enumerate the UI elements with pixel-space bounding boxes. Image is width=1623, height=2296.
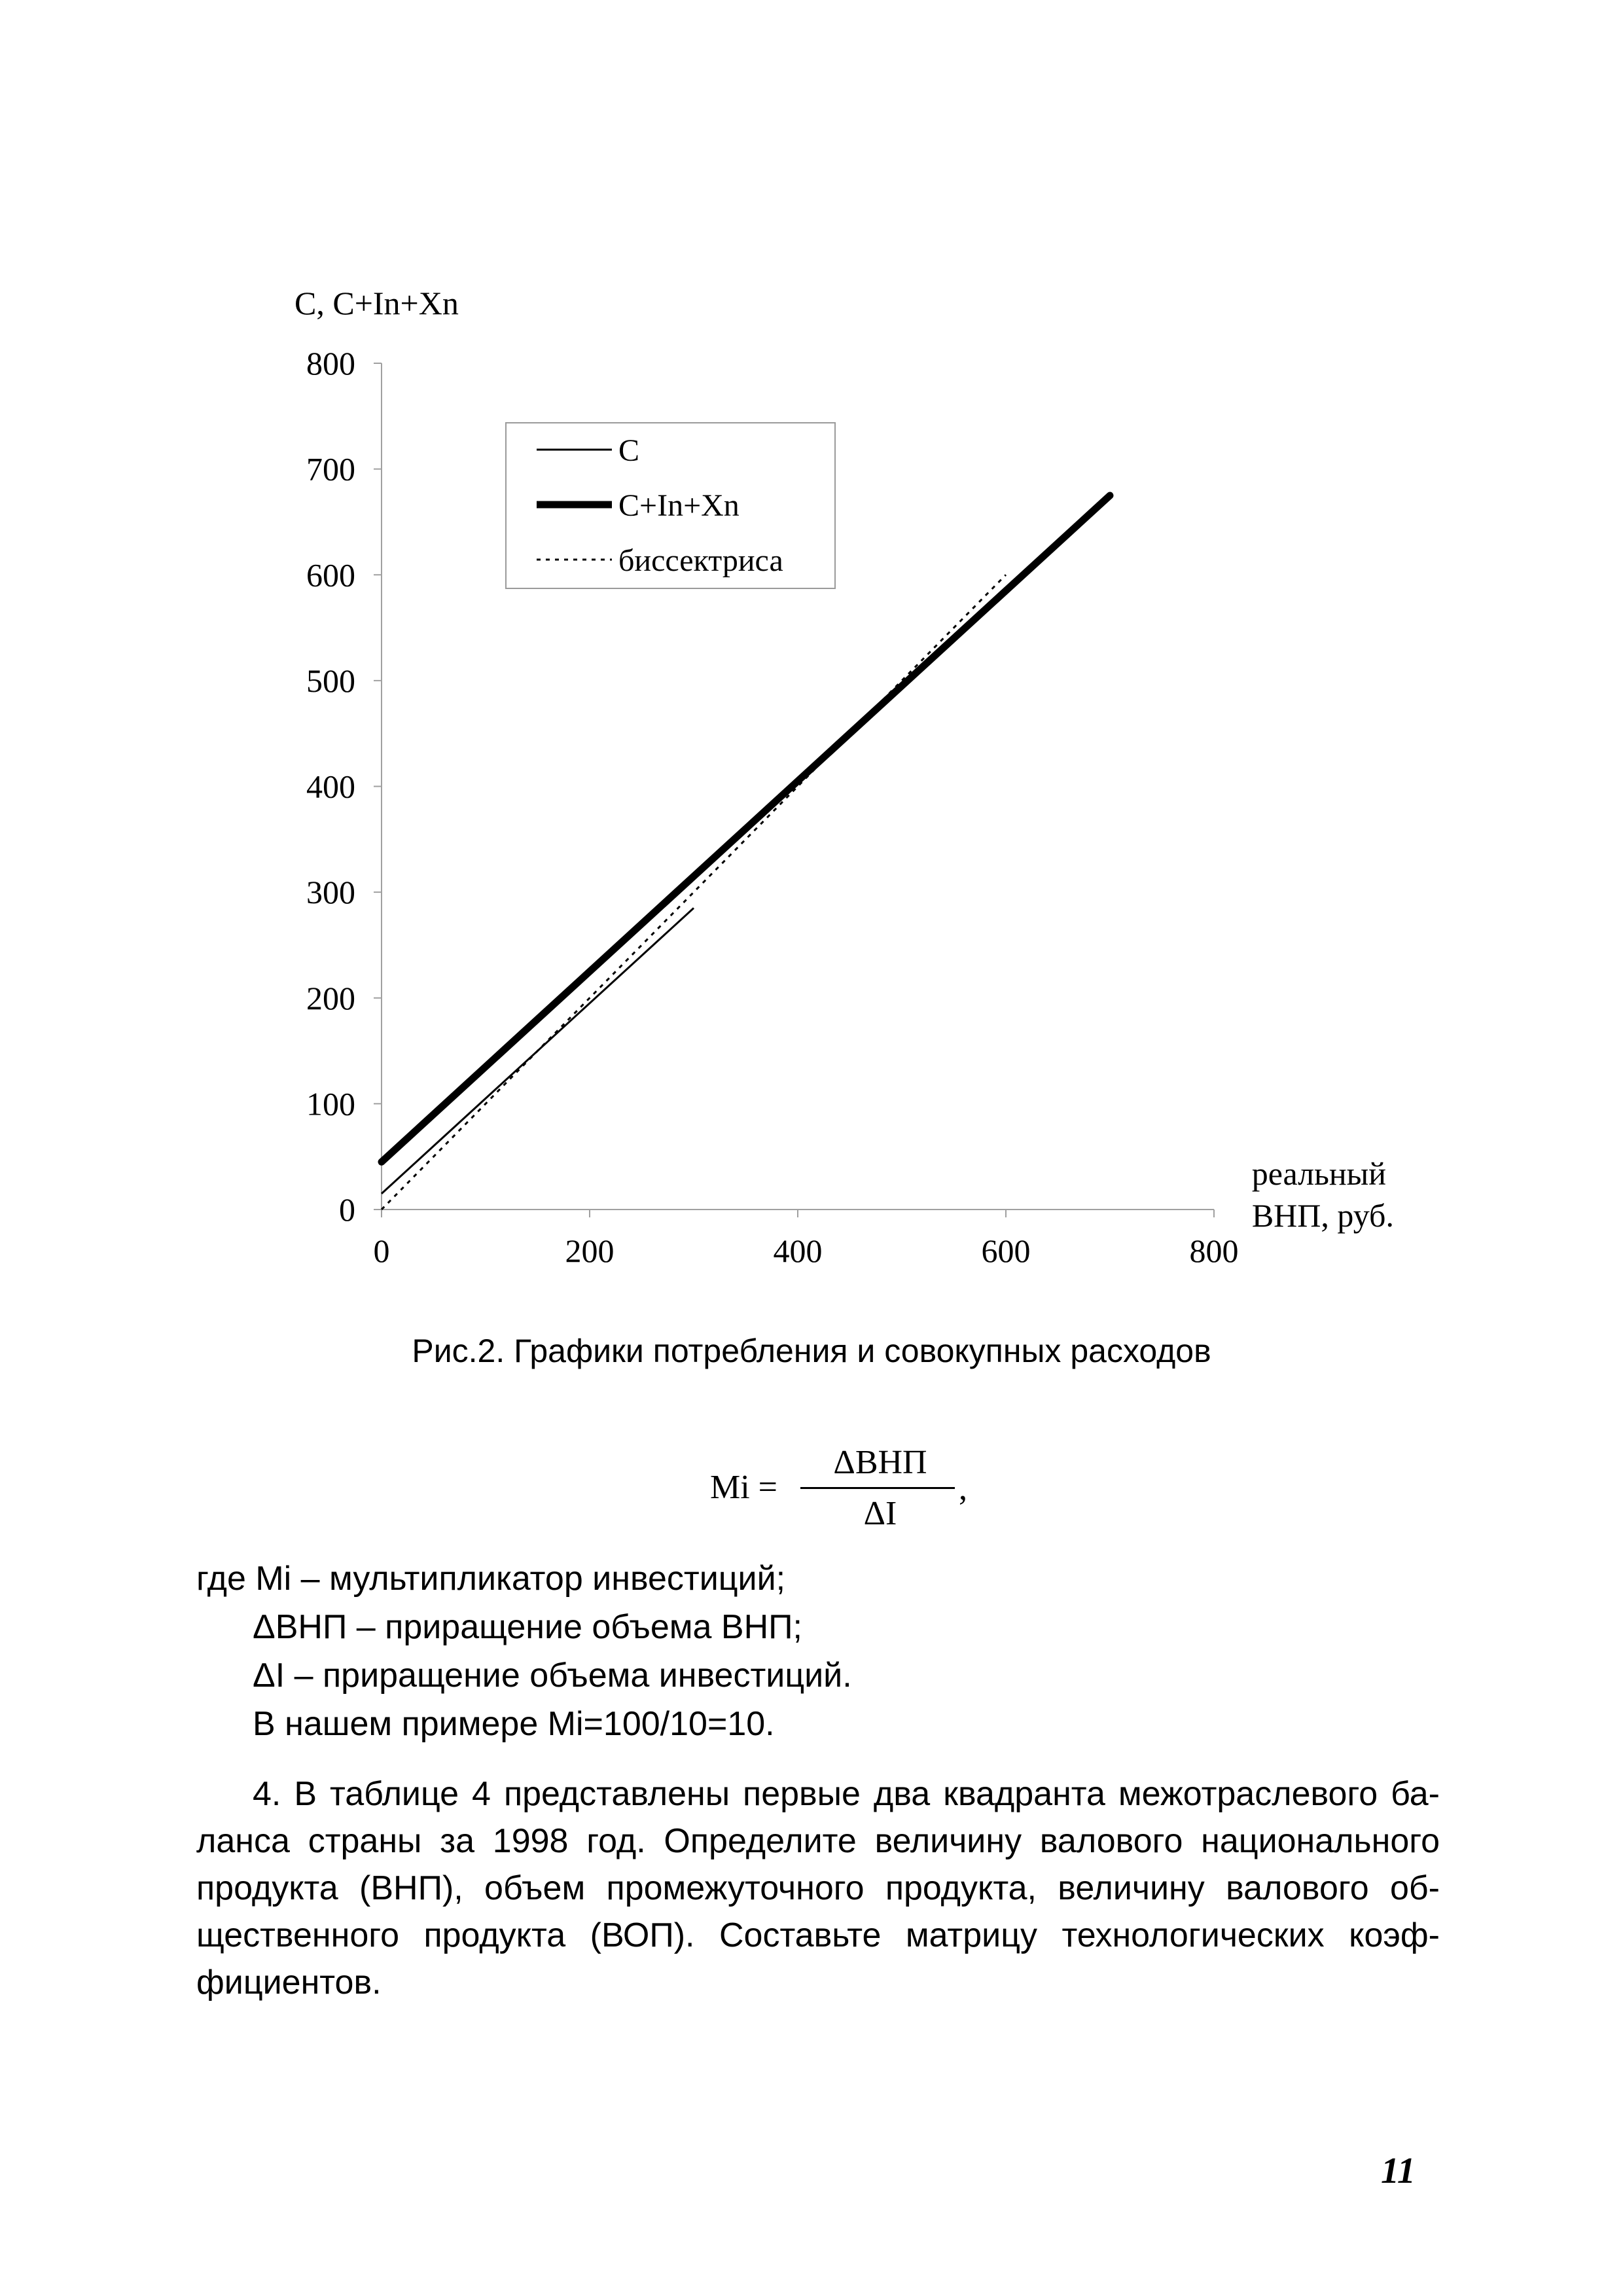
paragraph-line: 4. В таблице 4 представлены первые два квадранта межотраслевого ба- [253,1775,1440,1813]
paragraph-line: ланса страны за 1998 год. Определите величину валового национального [196,1822,1440,1860]
formula-numerator: ΔВНП [833,1444,927,1481]
formula-denominator: ΔI [863,1495,897,1532]
y-tick-label: 600 [306,556,355,594]
formula-comma: , [959,1470,967,1507]
paragraph-line: продукта (ВНП), объем промежуточного продукта, величину валового об- [196,1869,1440,1907]
paragraph-line: щественного продукта (ВОП). Составьте матрицу технологических коэф- [196,1916,1440,1954]
figure-caption: Рис.2. Графики потребления и совокупных расходов [412,1333,1211,1369]
x-tick-label: 600 [981,1232,1031,1269]
y-tick-label: 100 [306,1085,355,1122]
paragraph-line: фициентов. [196,1964,382,2001]
page-number: 11 [1381,2151,1416,2191]
definition-line: ΔI – приращение объема инвестиций. [253,1657,852,1695]
task-paragraph [196,1770,1440,2006]
definition-line: ΔВНП – приращение объема ВНП; [253,1608,802,1646]
y-tick-label: 800 [306,345,355,382]
series-cinxn-line [382,495,1110,1162]
series-layer [382,495,1110,1210]
y-tick-label: 0 [339,1191,355,1228]
y-axis-label: C, C+In+Xn [294,285,459,321]
y-tick-label: 200 [306,979,355,1016]
legend-label-bisector: биссектриса [618,543,783,578]
legend-label-cinxn: C+In+Xn [618,488,740,523]
definition-line: где Mi – мультипликатор инвестиций; [196,1560,786,1598]
legend [506,423,835,588]
x-tick-label: 400 [773,1232,823,1269]
y-tick-label: 700 [306,450,355,488]
definition-line: В нашем примере Mi=100/10=10. [253,1705,775,1743]
y-tick-label: 400 [306,768,355,805]
x-tick-label: 800 [1189,1232,1239,1269]
formula-lhs: Mi = [710,1469,778,1506]
y-tick-label: 500 [306,662,355,699]
x-axis-label-line1: реальный [1251,1155,1386,1192]
x-axis-label-line2: ВНП, руб. [1251,1197,1394,1234]
series-bisector-line [382,575,1006,1210]
fraction-bar [800,1487,955,1489]
legend-label-c: C [618,433,640,468]
y-tick-label: 300 [306,874,355,911]
x-tick-label: 0 [373,1232,390,1269]
x-tick-label: 200 [565,1232,615,1269]
multiplier-formula [704,1443,978,1535]
formula-definitions [196,1554,852,1748]
